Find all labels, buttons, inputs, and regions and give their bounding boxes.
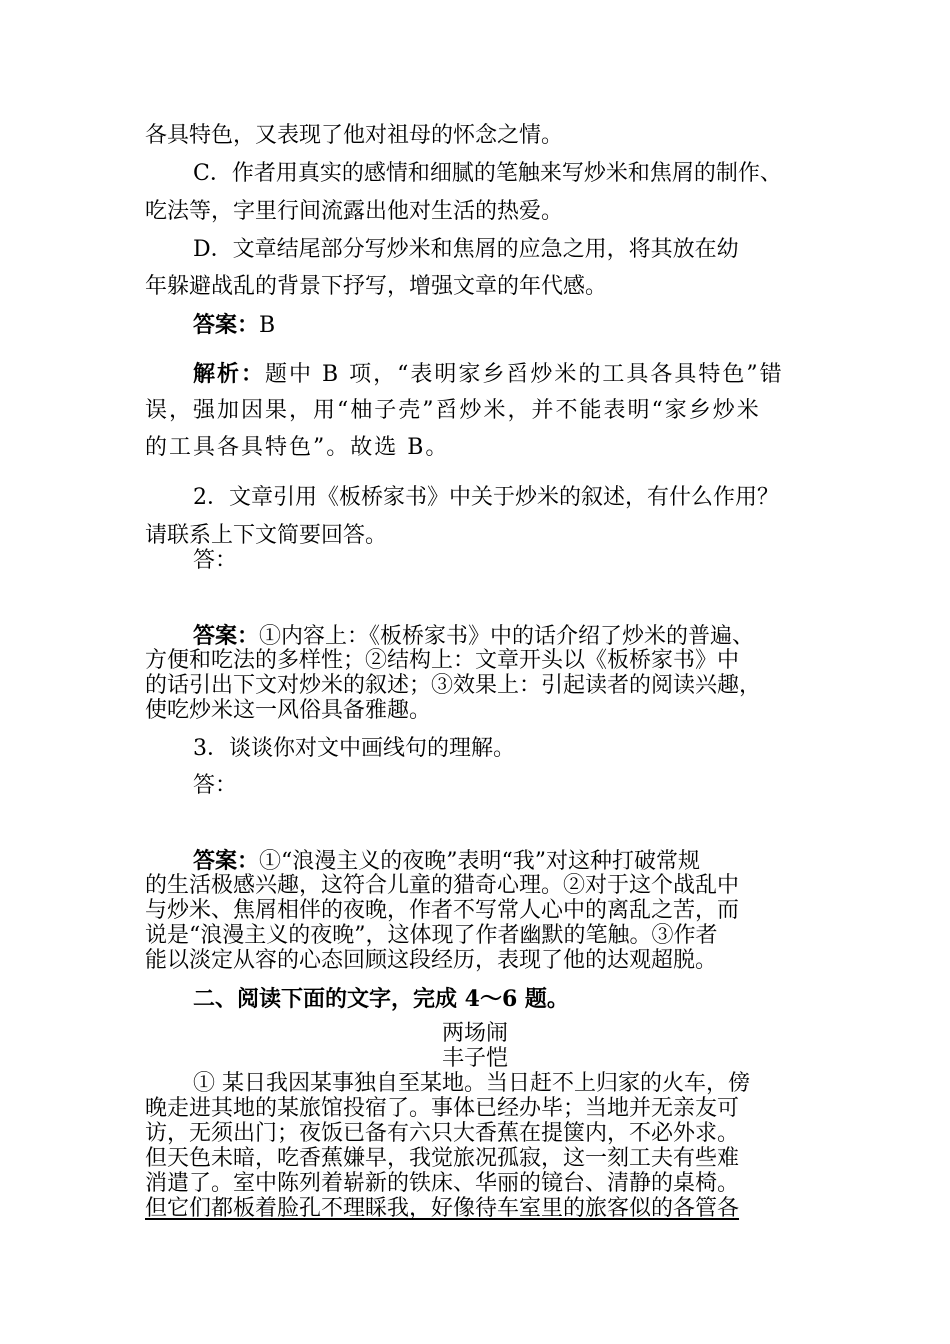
option-d-line-1: D．文章结尾部分写炒米和焦屑的应急之用，将其放在幼: [193, 237, 739, 262]
passage-line-4: 但天色未暗，吃香蕉嫌早，我觉旅况孤寂，这一刻工夫有些难: [145, 1146, 740, 1171]
answer-3-line-2: 的生活极感兴趣，这符合儿童的猎奇心理。②对于这个战乱中: [145, 873, 740, 898]
passage-line-1: ① 某日我因某事独自至某地。当日赶不上归家的火车，傍: [193, 1071, 750, 1096]
answer-label: 答案：: [193, 312, 260, 338]
answer-3-line-5: 能以淡定从容的心态回顾这段经历，表现了他的达观超脱。: [145, 948, 718, 973]
passage-underlined-sentence: 但它们都板着脸孔不理睬我，好像待车室里的旅客似的各管各: [145, 1196, 740, 1221]
passage-line-3: 访，无须出门；夜饭已备有六只大香蕉在提箧内，不必外求。: [145, 1121, 740, 1146]
answer-value: B: [259, 313, 276, 338]
answer-2-line-4: 使吃炒米这一风俗具备雅趣。: [145, 698, 432, 723]
analysis-1-line-2: 误，强加因果，用“柚子壳”舀炒米，并不能表明“家乡炒米: [145, 398, 761, 423]
answer-2-line-2: 方便和吃法的多样性；②结构上：文章开头以《板桥家书》中: [145, 648, 740, 673]
answer-3-line-4: 说是“浪漫主义的夜晚”，这体现了作者幽默的笔触。③作者: [145, 923, 718, 948]
analysis-text: 题中 B 项，“表明家乡舀炒米的工具各具特色”错: [265, 362, 784, 387]
question-2-line-1: 2．文章引用《板桥家书》中关于炒米的叙述，有什么作用？: [193, 485, 779, 510]
question-3-line-1: 3．谈谈你对文中画线句的理解。: [193, 736, 515, 761]
answer-label: 答案：: [193, 623, 260, 649]
answer-text: ①“浪漫主义的夜晚”表明“我”对这种打破常规: [259, 849, 701, 874]
question-2-line-2: 请联系上下文简要回答。: [145, 523, 388, 548]
passage-author: 丰子恺: [441, 1046, 508, 1071]
intro-line: 各具特色，又表现了他对祖母的怀念之情。: [145, 123, 564, 148]
answer-text: ①内容上：《板桥家书》中的话介绍了炒米的普遍、: [259, 624, 755, 649]
answer-2-line-3: 的话引出下文对炒米的叙述；③效果上：引起读者的阅读兴趣，: [145, 673, 762, 698]
section-2-heading: 二、阅读下面的文字，完成 4～6 题。: [193, 986, 569, 1012]
question-2-answer-prompt: 答：: [193, 548, 238, 573]
analysis-label: 解析：: [193, 361, 266, 387]
option-c-line-2: 吃法等，字里行间流露出他对生活的热爱。: [145, 199, 564, 224]
answer-3-line-3: 与炒米、焦屑相伴的夜晚，作者不写常人心中的离乱之苦，而: [145, 898, 740, 923]
question-3-answer-prompt: 答：: [193, 773, 238, 798]
option-c-line-1: C．作者用真实的感情和细腻的笔触来写炒米和焦屑的制作、: [193, 161, 782, 186]
passage-title: 两场闹: [441, 1021, 508, 1046]
answer-1: [193, 311, 805, 340]
passage-line-5: 消遣了。室中陈列着崭新的铁床、华丽的镜台、清静的桌椅。: [145, 1171, 740, 1196]
passage-line-2: 晚走进其地的某旅馆投宿了。事体已经办毕；当地并无亲友可: [145, 1096, 740, 1121]
option-d-line-2: 年躲避战乱的背景下抒写，增强文章的年代感。: [145, 274, 608, 299]
answer-label: 答案：: [193, 848, 260, 874]
analysis-1-line-3: 的工具各具特色”。故选 B。: [145, 435, 450, 460]
analysis-1-line-1: [193, 360, 805, 389]
